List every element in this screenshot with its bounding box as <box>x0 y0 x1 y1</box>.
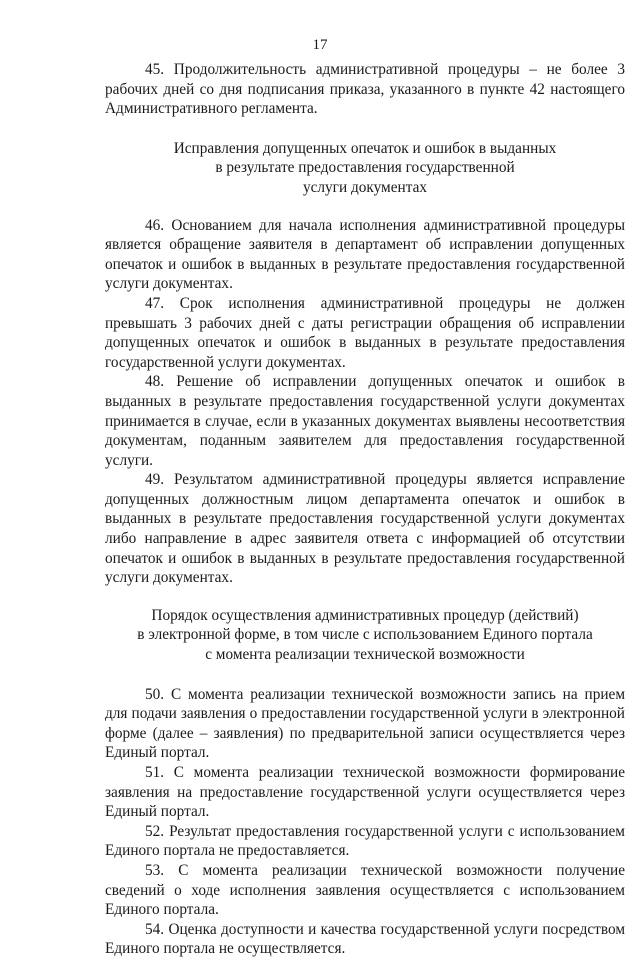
heading-line: с момента реализации технической возможности <box>205 646 525 664</box>
heading-line: в результате предоставления государственной <box>215 159 515 177</box>
paragraph-53: 53. С момента реализации технической возможности получение сведений о ходе исполнения заявления осуществляется с использованием Единого портала. <box>105 861 625 919</box>
paragraph-45: 45. Продолжительность административной процедуры – не более 3 рабочих дней со дня подписания приказа, указанного в пункте 42 настоящего Административного регламента. <box>105 61 625 118</box>
page-number: 17 <box>312 37 328 53</box>
paragraph-46: 46. Основанием для начала исполнения административной процедуры является обращение заявителя в департамент об исправлении допущенных опечаток и ошибок в выданных в результате предоставления государственной услуги документах. <box>105 216 625 293</box>
heading-line: в электронной форме, в том числе с использованием Единого портала <box>137 626 593 644</box>
section-heading-electronic <box>105 606 625 665</box>
paragraph-51: 51. С момента реализации технической возможности формирование заявления на предоставление государственной услуги осуществляется через Единый портал. <box>105 764 625 821</box>
heading-line: услуги документах <box>302 178 428 196</box>
paragraph-52: 52. Результат предоставления государственной услуги с использованием Единого портала не предоставляется. <box>105 822 625 860</box>
paragraph-48: 48. Решение об исправлении допущенных опечаток и ошибок в выданных в результате предоставления государственной услуги документах принимается в случае, если в указанных документах выявлены несоответствия документам, поданным заявителем для предоставления государственной услуги. <box>105 373 625 469</box>
paragraph-50: 50. С момента реализации технической возможности запись на прием для подачи заявления о предоставлении государственной услуги в электронной форме (далее – заявления) по предварительной записи осуществляется через Единый портал. <box>105 685 625 762</box>
section-heading-corrections <box>105 139 625 198</box>
paragraph-49: 49. Результатом административной процедуры является исправление допущенных должностным лицом департамента опечаток и ошибок в выданных в результате предоставления государственной услуги документах либо направление в адрес заявителя ответа с информацией об отсутствии опечаток и ошибок в выданных в результате предоставления государственной услуги документах. <box>105 471 625 587</box>
heading-line: Порядок осуществления административных процедур (действий) <box>151 606 579 624</box>
heading-line: Исправления допущенных опечаток и ошибок в выданных <box>173 139 557 157</box>
paragraph-54: 54. Оценка доступности и качества государственной услуги посредством Единого портала не осуществляется. <box>105 920 625 958</box>
document-body <box>105 60 625 959</box>
paragraph-47: 47. Срок исполнения административной процедуры не должен превышать 3 рабочих дней с даты регистрации обращения об исправлении допущенных опечаток и ошибок в выданных в результате предоставления государственной услуги документах. <box>105 294 625 371</box>
